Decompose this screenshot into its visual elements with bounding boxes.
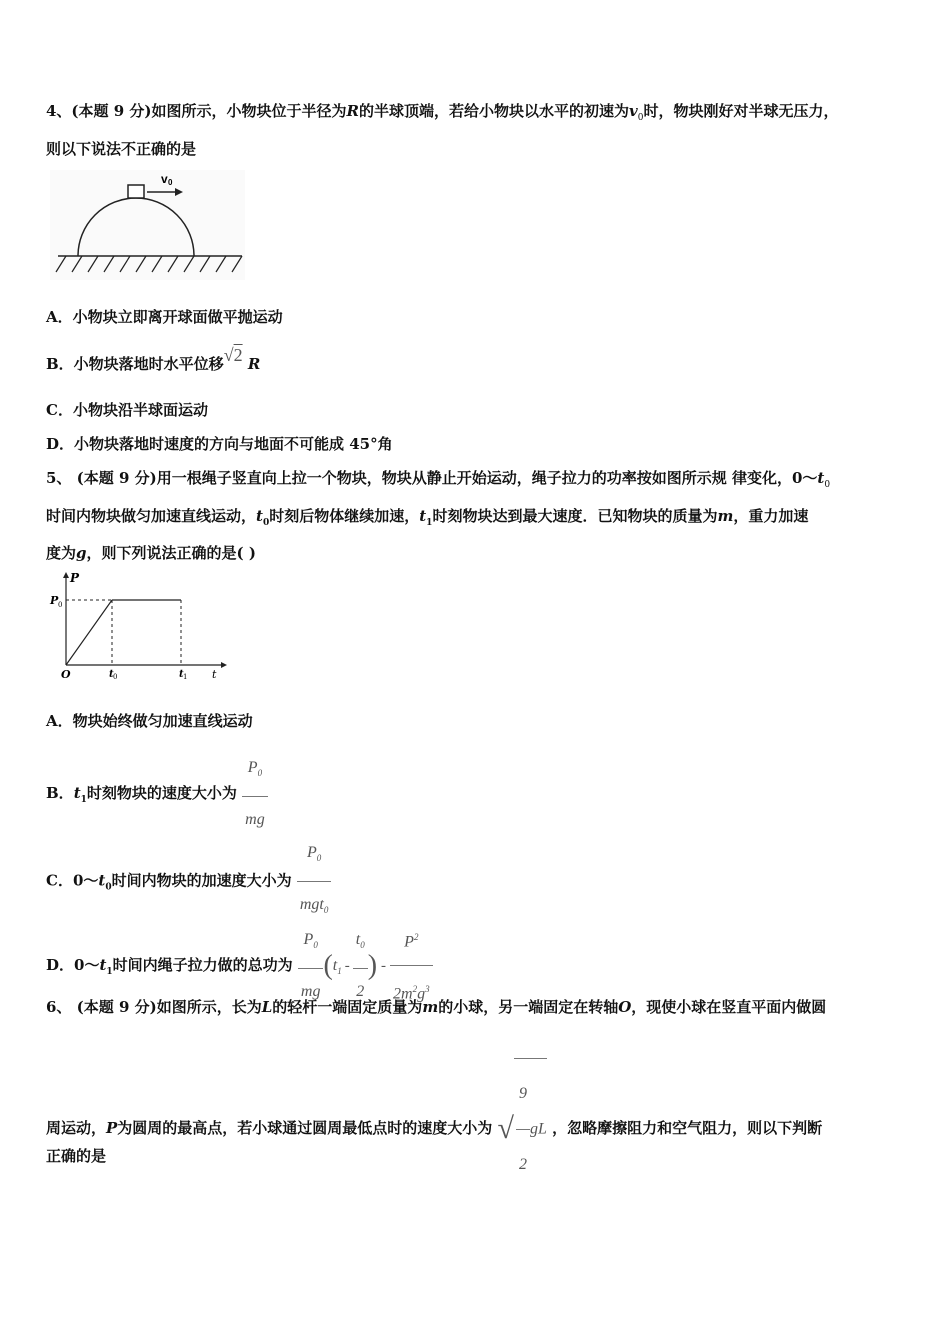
q4-option-c: C．小物块沿半球面运动 [46, 401, 208, 419]
power-ramp [66, 600, 112, 665]
q6-sqrt-body: $\frac{9}{2}$ gL [514, 1058, 547, 1200]
q4-stem-line1: 4、(本题 9 分)如图所示，小物块位于半径为R的半球顶端，若给小物块以水平的初速为$v_0$时，物块刚好对半球无压力， [46, 102, 839, 123]
q4-option-b: B．小物块落地时水平位移√2 R [46, 345, 261, 373]
p0-label: P [50, 594, 59, 607]
q5-d-fraction2: $\frac{P^2}{2m^2g^3}$ [390, 914, 433, 1018]
small-block [128, 185, 144, 198]
p0-label-sub: 0 [58, 601, 63, 609]
q5-stem-line3: 度为g，则下列说法正确的是( ) [46, 544, 256, 562]
q4-stem-line2: 则以下说法不正确的是 [46, 140, 197, 158]
q5-b-fraction: $\frac{P_0}{mg}$ [242, 745, 268, 843]
power-time-graph [46, 570, 231, 685]
q5-option-a: A．物块始终做匀加速直线运动 [46, 712, 253, 730]
q5-stem-line1: 5、 (本题 9 分)用一根绳子竖直向上拉一个物块，物块从静止开始运动，绳子拉力的功率按如图所示规 律变化，$0\sim t_0$ [46, 469, 831, 490]
y-axis-label: P [70, 571, 80, 585]
q5-option-d: D．$0\sim t_1$时间内绳子拉力做的总功为 $\frac{P_0}{mg}$ ($t_1$ - $\frac{t_0}{2}$ ) - $\frac{P^2}{2m^2g^3}$ [46, 914, 433, 1018]
t1-label-sub: 1 [183, 673, 188, 681]
q6-stem-line3: 正确的是 [46, 1147, 107, 1165]
t0-label-sub: 0 [113, 673, 118, 681]
q6-stem-line1: 6、 (本题 9 分)如图所示，长为L的轻杆一端固定质量为m的小球，另一端固定在转轴O，现使小球在竖直平面内做圆 [46, 998, 827, 1016]
q5-option-c: C．$0\sim t_0$时间内物块的加速度大小为 $\frac{P_0}{mgt_0}$ [46, 830, 331, 933]
q5-stem-line2: 时间内物块做匀加速直线运动，$t_0$时刻后物体继续加速，$t_1$时刻物块达到最大速度．已知物块的质量为m，重力加速 [46, 507, 809, 528]
hemisphere-figure [50, 170, 245, 280]
q4-option-a: A．小物块立即离开球面做平抛运动 [46, 308, 283, 326]
q6-sqrt-symbol: √ [497, 1112, 515, 1145]
q5-c-fraction: $\frac{P_0}{mgt_0}$ [297, 830, 332, 933]
q5-option-b: B．$t_1$时刻物块的速度大小为 $\frac{P_0}{mg}$ [46, 745, 268, 843]
velocity-label-sub: 0 [168, 178, 173, 187]
q5-d-fraction1: $\frac{P_0}{mg}$ [298, 917, 324, 1015]
q6-stem-line2: 周运动，P为圆周的最高点，若小球通过圆周最低点时的速度大小为 √ $\frac{9}{2}$ gL ，忽略摩擦阻力和空气阻力，则以下判断 [46, 1058, 822, 1200]
velocity-label: v [161, 172, 168, 186]
origin-label: O [61, 668, 71, 681]
t0-label: t [109, 669, 114, 680]
t1-label: t [179, 669, 184, 680]
q5-d-fraction-t0: $\frac{t_0}{2}$ [353, 917, 368, 1015]
q4-option-d: D．小物块落地时速度的方向与地面不可能成 45°角 [46, 435, 393, 453]
x-axis-label: t [212, 668, 217, 681]
sqrt-symbol: √2 [223, 345, 243, 365]
